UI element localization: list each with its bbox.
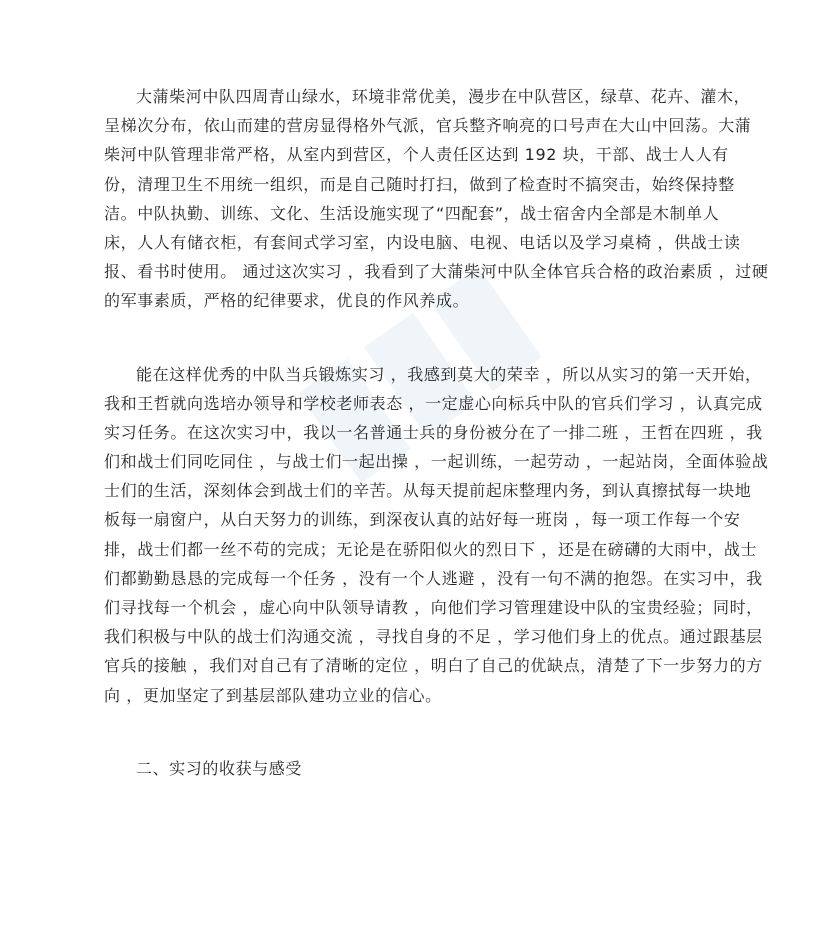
- paragraph-1: [104, 82, 769, 316]
- paragraph-2-line: 向 ，更加坚定了到基层部队建功立业的信心。: [104, 685, 442, 705]
- paragraph-2-line: 官兵的接触 ，我们对自己有了清晰的定位 ，明白了自己的优缺点，清楚了下一步努力的方: [104, 656, 763, 676]
- paragraph-1-line: 柴河中队管理非常严格，从室内到营区，个人责任区达到 192 块，干部、战士人人有: [104, 145, 729, 165]
- paragraph-2: [104, 360, 769, 710]
- paragraph-1-line: 床，人人有储衣柜，有套间式学习室，内设电脑、电视、电话以及学习桌椅 ，供战士读: [104, 232, 741, 252]
- document-body: [104, 82, 769, 783]
- paragraph-gap: [104, 316, 734, 360]
- paragraph-2-line: 士们的生活，深刻体会到战士们的辛苦。从每天提前起床整理内务，到认真擦拭每一块地: [104, 481, 752, 501]
- paragraph-1-line: 的军事素质，严格的纪律要求，优良的作风养成。: [104, 291, 470, 311]
- paragraph-1-line: 报、看书时使用。 通过这次实习 ，我看到了大蒲柴河中队全体官兵合格的政治素质 ，过硬: [104, 262, 769, 282]
- paragraph-2-line: 们寻找每一个机会 ，虚心向中队领导请教 ，向他们学习管理建设中队的宝贵经验；同时，: [104, 598, 763, 617]
- paragraph-1-line: 大蒲柴河中队四周青山绿水，环境非常优美，漫步在中队营区，绿草、花卉、灌木，: [136, 87, 751, 106]
- paragraph-2-line: 排，战士们都一丝不苟的完成；无论是在骄阳似火的烈日下 ，还是在磅礴的大雨中，战士: [104, 539, 758, 559]
- section-heading: 二、实习的收获与感受: [136, 758, 303, 778]
- paragraph-2-line: 板每一扇窗户，从白天努力的训练，到深夜认真的站好每一班岗 ，每一项工作每一个安: [104, 510, 741, 530]
- paragraph-2-line: 实习任务。在这次实习中，我以一名普通士兵的身份被分在了一排二班 ，王哲在四班 ，我: [104, 422, 763, 442]
- paragraph-2-line: 我们积极与中队的战士们沟通交流 ，寻找自身的不足 ，学习他们身上的优点。通过跟基层: [104, 627, 763, 647]
- paragraph-gap: [104, 710, 734, 754]
- paragraph-2-line: 能在这样优秀的中队当兵锻炼实习 ，我感到莫大的荣幸 ，所以从实习的第一天开始，: [136, 364, 762, 384]
- paragraph-2-line: 们和战士们同吃同住 ，与战士们一起出操 ，一起训练，一起劳动 ，一起站岗，全面体验战: [104, 452, 769, 472]
- paragraph-2-line: 我和王哲就向选培办领导和学校老师表态 ，一定虚心向标兵中队的官兵们学习 ，认真完成: [104, 393, 763, 413]
- paragraph-2-line: 们都勤勤恳恳的完成每一个任务 ，没有一个人逃避 ，没有一句不满的抱怨。在实习中，我: [104, 568, 763, 588]
- paragraph-1-line: 洁。中队执勤、训练、文化、生活设施实现了“四配套”，战士宿舍内全部是木制单人: [104, 203, 720, 223]
- paragraph-1-line: 份，清理卫生不用统一组织，而是自己随时打扫，做到了检查时不搞突击，始终保持整: [104, 174, 735, 194]
- paragraph-1-line: 呈梯次分布，依山而建的营房显得格外气派，官兵整齐响亮的口号声在大山中回荡。大蒲: [104, 116, 752, 136]
